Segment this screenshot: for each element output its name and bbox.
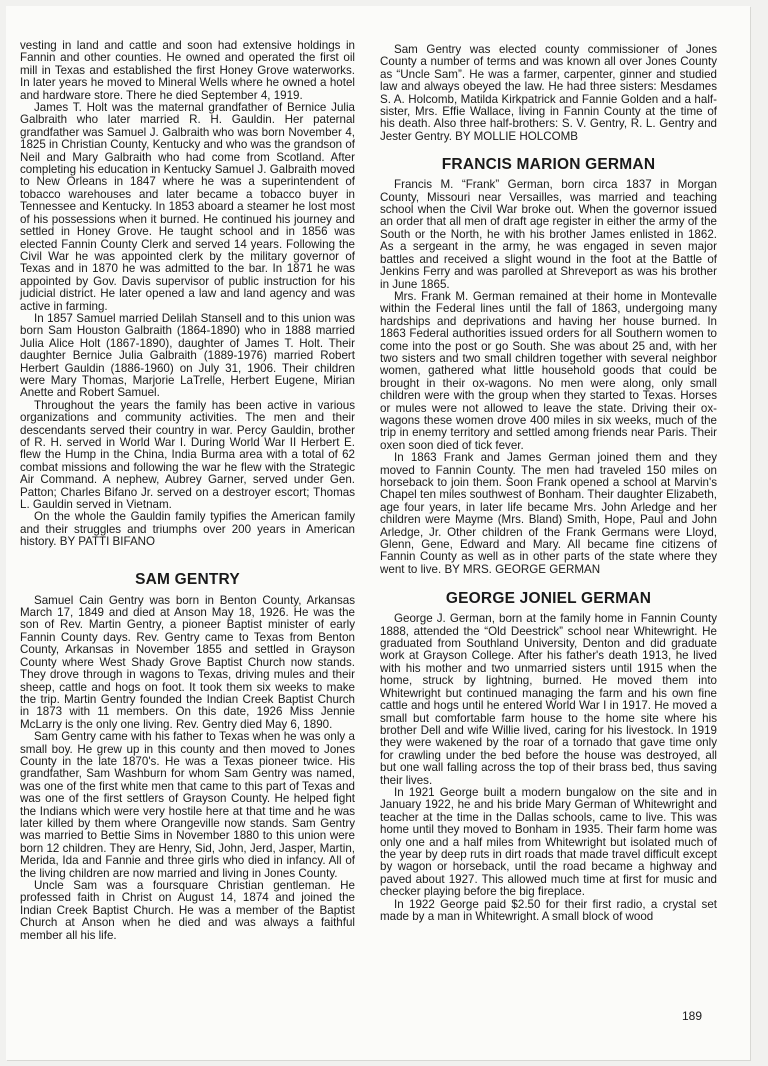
paragraph: Francis M. “Frank” German, born circa 1837 in Morgan County, Missouri near Versailles, was married and teaching school when the Civil War broke out. When the governor issued an order that all men of draft age register in either the army of the South or the North, he with his brother James enlisted in 1862. As a sergeant in the army, he was engaged in seven major battles and received a slight wound in the foot at the Battle of Jenkins Ferry and was parolled at Shreveport as was his brother in June 1865. — [380, 178, 717, 291]
paragraph: Sam Gentry was elected county commissioner of Jones County a number of terms and was known all over Jones County as “Uncle Sam”. He was a farmer, carpenter, ginner and studied law and always obeyed the law. He had three sisters: Mesdames S. A. Holcomb, Matilda Kirkpatrick and Fannie Golden and a half-sister, Mrs. Effie Wallace, living in Fannin County at the time of his death. Also three half-brothers: S. V. Gentry, R. L. Gentry and Jester Gentry. BY MOLLIE HOLCOMB — [380, 43, 717, 143]
paragraph: Sam Gentry came with his father to Texas when he was only a small boy. He grew up in this county and then moved to Jones County in the late 1870's. He was a Texas pioneer twice. His grandfather, Sam Washburn for whom Sam Gentry was named, was one of the first white men that came to this part of Texas and was one of the first settlers of Grayson County. He helped fight the Indians which were very hostile here at that time and he was later killed by them where Orangeville now stands. Sam Gentry was married to Bettie Sims in November 1880 to this union were born 12 children. They are Henry, Sid, John, Jerd, Jasper, Martin, Merida, Ida and Fannie and three girls who died in infancy. All of the living children are now married and living in Jones County. — [20, 730, 355, 880]
paragraph: In 1857 Samuel married Delilah Stansell and to this union was born Sam Houston Galbraith (1864-1890) who in 1888 married Julia Alice Holt (1867-1890), daughter of James T. Holt. Their daughter Bernice Julia Galbraith (1889-1976) married Robert Herbert Gauldin (1886-1960) on July 31, 1906. Their children were Mary Thomas, Marjorie LaTrelle, Herbert Eugene, Mirian Anette and Robert Samuel. — [20, 311, 355, 400]
paragraph: James T. Holt was the maternal grandfather of Bernice Julia Galbraith who later married R. H. Gauldin. Her paternal grandfather was Samuel J. Galbraith who was born November 4, 1825 in Christian County, Kentucky and who was the grandson of Neil and Mary Galbraith who had come from Scotland. After completing his education in Kentucky Samuel J. Galbraith moved to New Orleans in 1847 where he was a superintendent of tobacco warehouses and later became a tobacco buyer in Tennessee and Kentucky. In 1853 aboard a steamer he lost most of his possessions when it burned. He continued his journey and settled in Honey Grove. He taught school and in 1856 was elected Fannin County Clerk and served 14 years. Following the Civil War he was appointed clerk by the military governor of Texas and in 1870 he was admitted to the bar. In 1871 he was appointed by Gov. Davis supervisor of public instruction for his judicial district. He later opened a law and land agency and was active in farming. — [20, 101, 355, 313]
paragraph: Mrs. Frank M. German remained at their home in Montevalle within the Federal lines until the fall of 1863, undergoing many hardships and deprivations and having her house burned. In 1863 Federal authorities issued orders for all Southern women to come into the post or go South. She was about 25 and, with her two sisters and two small children together with several neighbor women, gathered what little household goods that could be brought in their ox-wagons. No men were along, only small children were with the group when they started to Texas. Horses or mules were not allowed to leave the state. Driving their ox-wagons these women drove 400 miles in six weeks, much of the trip in enemy territory and settled among friends near Paris. Their oxen soon died of tick fever. — [380, 289, 717, 452]
section-heading-sam-gentry: SAM GENTRY — [135, 570, 240, 588]
paragraph: In 1863 Frank and James German joined them and they moved to Fannin County. The men had traveled 150 miles on horseback to join them. Soon Frank opened a school at Marvin's Chapel ten miles southwest of Bonham. Their daughter Elizabeth, age four years, in later life became Mrs. John Arledge and her children were Mayme (Mrs. Bland) Smith, Hope, Paul and John Arledge, Jr. Other children of the Frank Germans were Lloyd, Glenn, Gene, Edward and Mary. All became fine citizens of Fannin County as well as in other parts of the state where they went to live. BY MRS. GEORGE GERMAN — [380, 451, 717, 576]
section-heading-francis-marion-german: FRANCIS MARION GERMAN — [441, 156, 656, 174]
document-page — [6, 6, 750, 1060]
paragraph: In 1921 George built a modern bungalow on the site and in January 1922, he and his bride Mary German of Whitewright and teacher at the time in the Dallas schools, came to live. This was home until they moved to Bonham in 1935. Their farm home was only one and a half miles from Whitewright but isolated much of the year by deep ruts in dirt roads that made travel difficult except by wagon or horseback, until the road became a highway and paved about 1927. This allowed much time at first for music and checker playing before the big fireplace. — [380, 785, 717, 899]
paragraph: Samuel Cain Gentry was born in Benton County, Arkansas March 17, 1849 and died at Anson May 18, 1926. He was the son of Rev. Martin Gentry, a pioneer Baptist minister of early Fannin County days. Rev. Gentry came to Texas from Benton County, Arkansas in November 1855 and settled in Grayson County where West Shady Grove Baptist Church now stands. They drove through in wagons to Texas, driving mules and their sheep, cattle and hogs on foot. It took them six weeks to make the trip. Martin Gentry founded the Indian Creek Baptist Church in 1873 with 11 members. On this date, 1926 Miss Jennie McLarry is the only one living. Rev. Gentry died May 6, 1890. — [20, 593, 355, 731]
paragraph: George J. German, born at the family home in Fannin County 1888, attended the “Old Deestrick” school near Whitewright. He graduated from Southland University, Denton and did graduate work at Grayson College. After his father's death 1913, he lived with his mother and two unmarried sisters until 1915 when the home, struck by lightning, burned. He moved them into Whitewright but continued managing the farm and his own fine cattle and hogs until he entered World War I in 1917. He moved a small but comfortable farm house to the home site where his brother Dell and wife Willie lived, caring for his livestock. In 1919 they were wakened by the roar of a tornado that gave time only for crawling under the bed before the house was destroyed, all but one wall falling across the top of their brass bed, thus saving their lives. — [380, 612, 717, 787]
paragraph: On the whole the Gauldin family typifies the American family and their struggles and triumphs over 200 years in American history. BY PATTI BIFANO — [20, 510, 355, 549]
paragraph: Uncle Sam was a foursquare Christian gentleman. He professed faith in Christ on August 14, 1874 and joined the Indian Creek Baptist Church. He was a member of the Baptist Church at Anson when he died and was always a faithful member all his life. — [20, 879, 355, 942]
section-gap — [380, 143, 717, 156]
section-heading-george-joniel-german: GEORGE JONIEL GERMAN — [445, 590, 652, 608]
paragraph: Throughout the years the family has been active in various organizations and community activities. The men and their descendants served their country in war. Percy Gauldin, brother of R. H. served in World War I. During World War II Herbert E. flew the Hump in the China, India Burma area with a total of 62 combat missions and following the war he flew with the Strategic Air Command. A nephew, Aubrey Garner, served under Gen. Patton; Charles Bifano Jr. served on a destroyer escort; Thomas L. Gauldin served in Vietnam. — [20, 398, 355, 512]
section-gap — [20, 549, 355, 571]
right-column — [380, 44, 717, 923]
left-column — [20, 40, 355, 942]
page-number: 189 — [681, 1009, 702, 1023]
paragraph: vesting in land and cattle and soon had extensive holdings in Fannin and other counties. He owned and operated the first oil mill in Texas and established the first Honey Grove waterworks. In later years he moved to Mineral Wells where he owned a hotel and hardware store. There he died September 4, 1919. — [20, 39, 355, 102]
section-gap — [380, 576, 717, 590]
paragraph: In 1922 George paid $2.50 for their first radio, a crystal set made by a man in Whitewright. A small block of wood — [380, 897, 717, 923]
